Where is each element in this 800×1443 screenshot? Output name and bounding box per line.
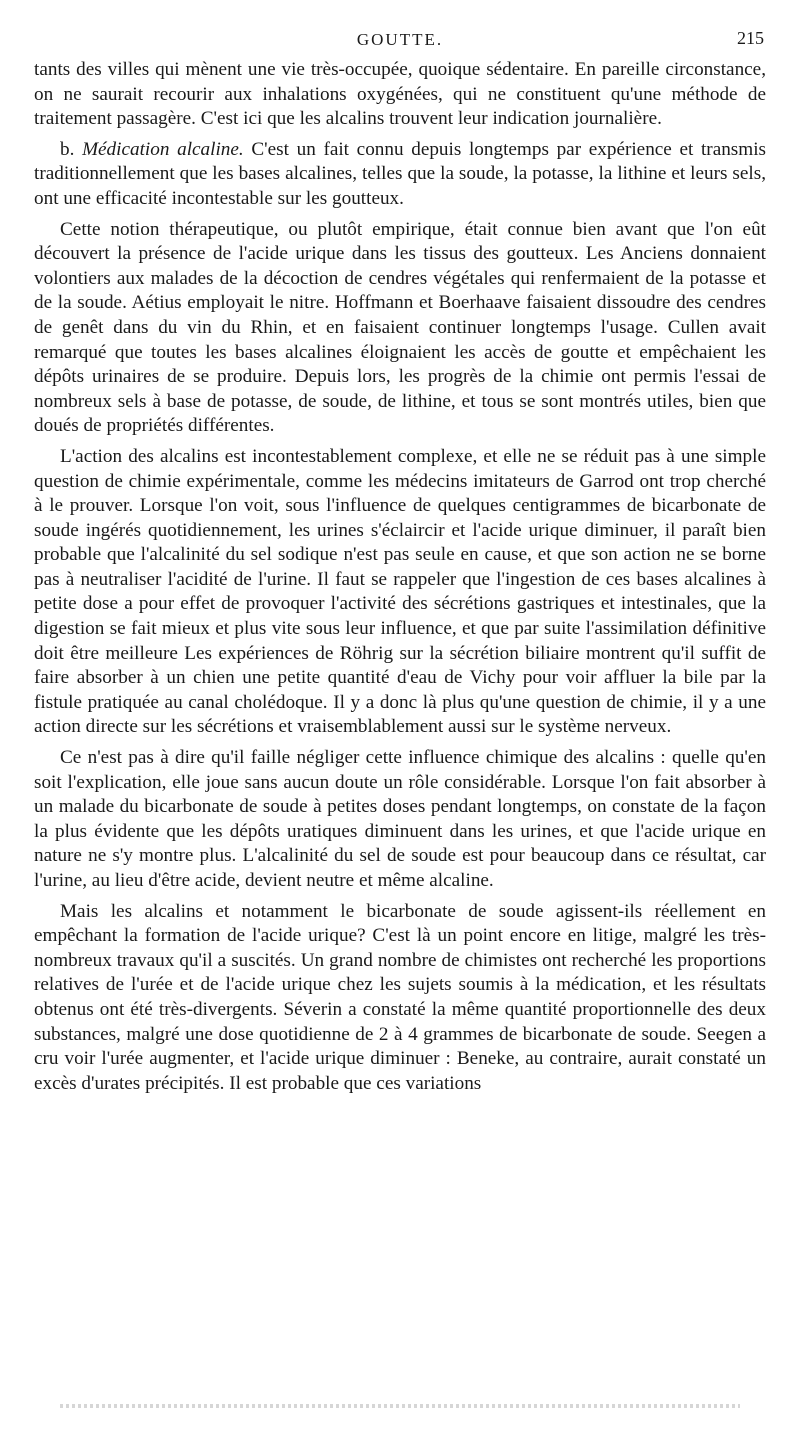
paragraph-influence-chimique: Ce n'est pas à dire qu'il faille négliger cette influence chimique des alcalins : quelle qu'en soit l'explication, elle joue sans aucun doute un rôle considérable. Lorsque l'on fait absorber à un malade du bicarbonate de soude à petites doses pendant longtemps, on constate de la façon la plus évidente que les dépôts uratiques diminuent dans les urines, et que l'acide urique en nature ne s'y montre plus. L'alcalinité du sel de soude est pour beaucoup dans ce résultat, car l'urine, au lieu d'être acide, devient neutre et même alcaline. (34, 747, 766, 891)
paragraph-notion-therapeutique: Cette notion thérapeutique, ou plutôt empirique, était connue bien avant que l'on eût découvert la présence de l'acide urique dans les tissus des goutteux. Les Anciens donnaient volontiers aux malades de la décoction de cendres végétales qui renfermaient de la potasse et de la soude. Aétius employait le nitre. Hoffmann et Boerhaave faisaient dissoudre des cendres de genêt dans du vin du Rhin, et en faisaient continuer longtemps l'usage. Cullen avait remarqué que toutes les bases alcalines éloignaient les accès de goutte et empêchaient les dépôts urinaires de se produire. Depuis lors, les progrès de la chimie ont permis l'essai de nombreux sels à base de potasse, de soude, de lithine, et tous se sont montrés utiles, bien que doués de propriétés différentes. (34, 218, 766, 437)
scan-artifact-line (60, 1404, 740, 1408)
running-head (34, 22, 766, 58)
paragraph-text: C'est un fait connu depuis longtemps par expérience et transmis traditionnellement que les bases alcalines, telles que la soude, la potasse, la lithine et leurs sels, ont une efficacité incontestable sur les goutteux. (34, 138, 767, 209)
running-title: GOUTTE. (356, 30, 444, 49)
book-page (34, 22, 766, 1102)
paragraph-formation-acide-urique: Mais les alcalins et notamment le bicarbonate de soude agissent-ils réellement en empêchant la formation de l'acide urique? C'est là un point encore en litige, malgré les très-nombreux travaux qu'il a suscités. Un grand nombre de chimistes ont recherché les proportions relatives de l'urée et de l'acide urique chez les sujets soumis à la médication, et les résultats obtenus ont été très-divergents. Séverin a constaté la même quantité proportionnelle des deux substances, malgré une dose quotidienne de 2 à 4 grammes de bicarbonate de soude. Seegen a cru voir l'urée augmenter, et l'acide urique diminuer : Beneke, au contraire, aurait constaté un excès d'urates précipités. Il est probable que ces variations (34, 900, 766, 1094)
paragraph-medication-alcaline (34, 138, 766, 212)
body-text (34, 58, 766, 1096)
page-number: 215 (737, 28, 764, 48)
section-marker: b. (60, 138, 83, 160)
paragraph-action-alcalins: L'action des alcalins est incontestablement complexe, et elle ne se réduit pas à une simple question de chimie expérimentale, comme les médecins imitateurs de Garrod ont trop cherché à le prouver. Lorsque l'on voit, sous l'influence de quelques centigrammes de bicarbonate de soude ingérés quotidiennement, les urines s'éclaircir et l'acide urique diminuer, il paraît bien probable que l'alcalinité du sel sodique n'est pas seule en cause, et que son action ne se borne pas à neutraliser l'acidité de l'urine. Il faut se rappeler que l'ingestion de ces bases alcalines à petite dose a pour effet de provoquer l'activité des sécrétions gastriques et intestinales, que la digestion se fait mieux et plus vite sous leur influence, et que par suite l'assimilation définitive doit être meilleure Les expériences de Röhrig sur la sécrétion biliaire montrent qu'il suffit de faire absorber à un chien une petite quantité d'eau de Vichy pour voir affluer la bile par la fistule pratiquée au canal cholédoque. Il y a donc là plus qu'une question de chimie, il y a une action directe sur les sécrétions et vraisemblablement aussi sur le système nerveux. (34, 445, 766, 738)
section-heading: Médication alcaline. (82, 138, 244, 160)
paragraph-continuation: tants des villes qui mènent une vie très-occupée, quoique sédentaire. En pareille circonstance, on ne saurait recourir aux inhalations oxygénées, qui ne constituent qu'une méthode de traitement passagère. C'est ici que les alcalins trouvent leur indication journalière. (34, 59, 766, 130)
